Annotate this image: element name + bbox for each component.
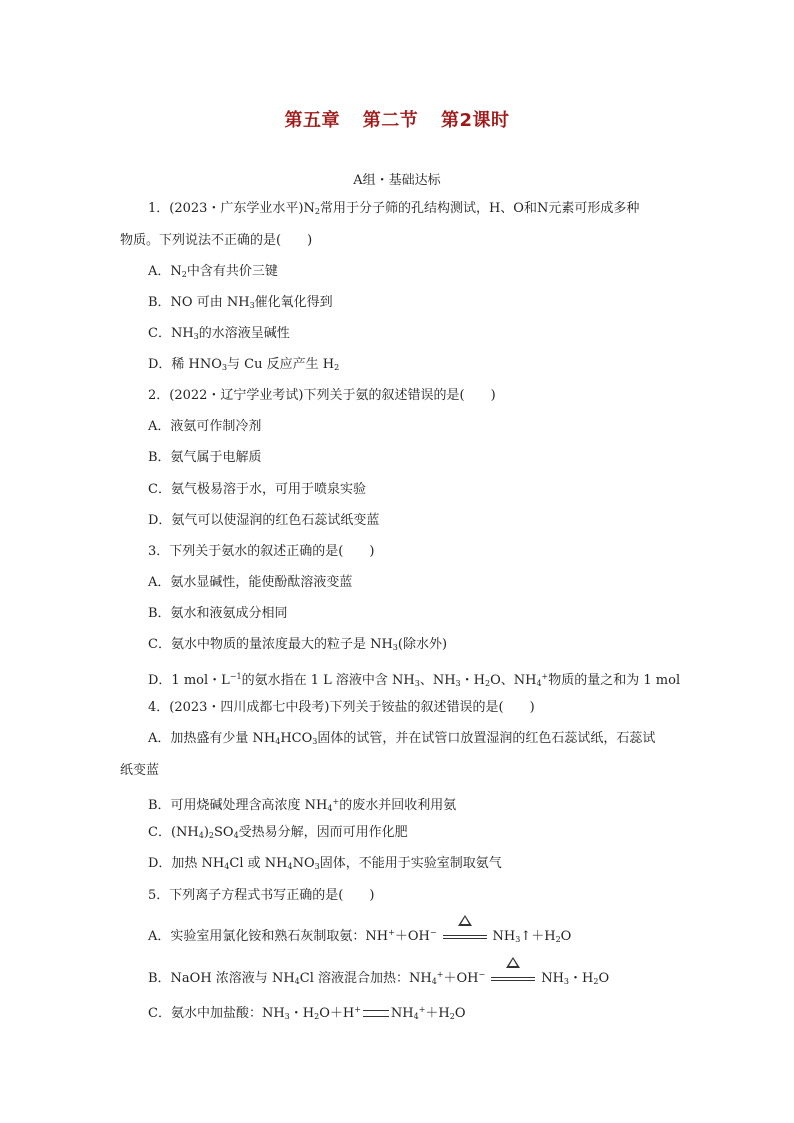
title-section: 第二节 xyxy=(362,110,419,131)
question-4-stem: 4．(2023・四川成都七中段考)下列关于铵盐的叙述错误的是( ) xyxy=(148,700,535,715)
question-4-option-d: D．加热 $NH_4Cl$ 或 $NH_4NO_3$固体，不能用于实验室制取氨气 xyxy=(148,856,502,871)
question-2-option-d: D．氨气可以使湿润的红色石蕊试纸变蓝 xyxy=(148,513,380,528)
question-2-option-c: C．氨气极易溶于水，可用于喷泉实验 xyxy=(148,482,366,497)
question-3-option-c: C．氨水中物质的量浓度最大的粒子是 $NH_3$(除水外) xyxy=(148,637,448,652)
question-4-option-a-cont: 纸变蓝 xyxy=(120,763,160,778)
question-2-stem: 2．(2022・辽宁学业考试)下列关于氨的叙述错误的是( ) xyxy=(148,388,496,403)
question-5-option-c: C．氨水中加盐酸：$NH_3$・$H_2O+H^+$ $NH_4^++H_2O$ xyxy=(148,1005,466,1021)
question-3-option-d: D．1 mol・$L^{-1}$的氨水指在 1 L 溶液中含 $NH_3$、$NH_3$・$H_2O$、$NH_4^+$物质的量之和为 1 mol xyxy=(148,672,681,688)
question-1-option-d: D．稀 $HNO_3$与 Cu 反应产生 $H_2$ xyxy=(148,357,340,372)
equals-sign xyxy=(363,1010,389,1017)
question-1-stem: 1．(2023・广东学业水平)$N_2$常用于分子筛的孔结构测试，H、O和N元素可形成多种 xyxy=(148,201,640,216)
group-label: A组・基础达标 xyxy=(353,173,441,188)
question-1-option-b: B．NO 可由 $NH_3$催化氧化得到 xyxy=(148,295,333,310)
page-title xyxy=(0,106,794,132)
question-3-option-a: A．氨水显碱性，能使酚酞溶液变蓝 xyxy=(148,575,353,590)
title-lesson: 第2课时 xyxy=(441,110,510,131)
question-1-option-a: A．$N_2$中含有共价三键 xyxy=(148,264,278,279)
question-2-option-a: A．液氨可作制冷剂 xyxy=(148,419,262,434)
question-1-stem-cont: 物质。下列说法不正确的是( ) xyxy=(120,233,313,248)
title-chapter: 第五章 xyxy=(284,110,340,131)
heat-arrow xyxy=(443,927,487,947)
question-5-option-a: A．实验室用氯化铵和熟石灰制取氨：NH+＋OH− $NH_3↑+H_2O$ xyxy=(148,923,571,950)
question-4-option-c: C．$(NH_4)_2SO_4$受热易分解，因而可用作化肥 xyxy=(148,825,408,840)
question-3-option-b: B．氨水和液氨成分相同 xyxy=(148,606,288,621)
question-5-option-b: B．NaOH 浓溶液与 $NH_4Cl$ 溶液混合加热：$NH_4^++OH^-$ $NH_3$・$H_2O$ xyxy=(148,965,609,992)
question-4-option-b: B．可用烧碱处理含高浓度 $NH_4^+$的废水并回收利用氨 xyxy=(148,797,457,813)
question-1-option-c: C．$NH_3$的水溶液呈碱性 xyxy=(148,326,290,341)
question-3-stem: 3．下列关于氨水的叙述正确的是( ) xyxy=(148,544,375,559)
heat-arrow xyxy=(491,969,535,989)
question-2-option-b: B．氨气属于电解质 xyxy=(148,450,262,465)
question-5-stem: 5．下列离子方程式书写正确的是( ) xyxy=(148,888,375,903)
question-4-option-a: A．加热盛有少量 $NH_4HCO_3$固体的试管，并在试管口放置湿润的红色石蕊试纸，石蕊试 xyxy=(148,731,656,746)
